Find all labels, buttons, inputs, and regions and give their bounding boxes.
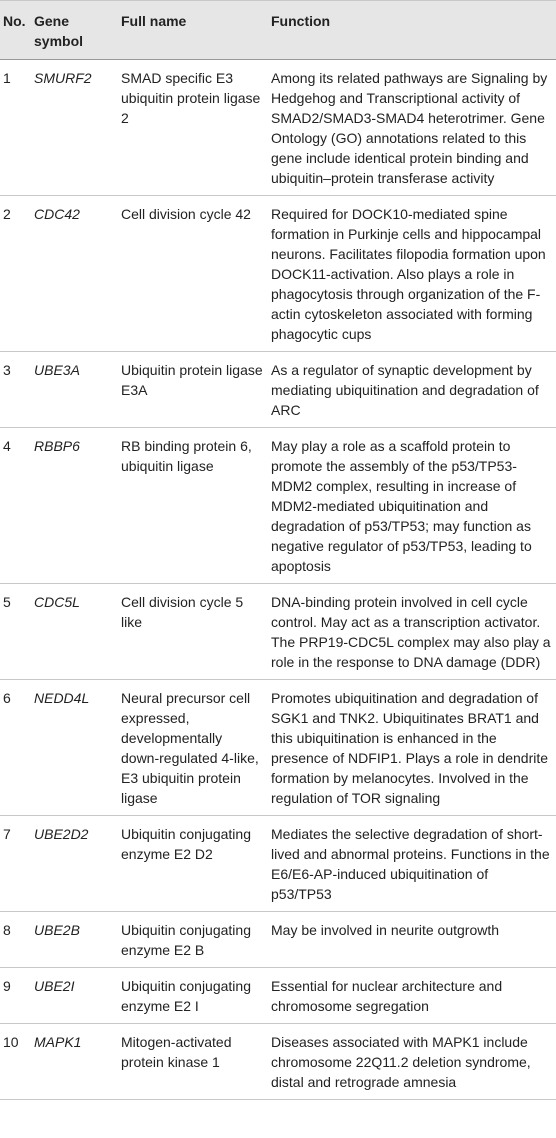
- cell-gene-symbol: UBE3A: [30, 352, 117, 428]
- table-row: [0, 968, 556, 1024]
- table-header: [0, 1, 556, 60]
- header-no: No.: [0, 1, 30, 60]
- cell-gene-symbol: UBE2D2: [30, 816, 117, 912]
- cell-full-name: Cell division cycle 5 like: [117, 584, 267, 680]
- cell-function: May be involved in neurite outgrowth: [267, 912, 556, 968]
- cell-function: Among its related pathways are Signaling by Hedgehog and Transcriptional activity of SMAD2/SMAD3-SMAD4 heterotrimer. Gene Ontology (GO) annotations related to this gene include identical protein binding and ubiquitin–protein transferase activity: [267, 60, 556, 196]
- cell-full-name: RB binding protein 6, ubiquitin ligase: [117, 428, 267, 584]
- cell-full-name: Ubiquitin conjugating enzyme E2 D2: [117, 816, 267, 912]
- header-row: [0, 1, 556, 60]
- header-gene-symbol: Gene symbol: [30, 1, 117, 60]
- cell-no: 1: [0, 60, 30, 196]
- header-full-name: Full name: [117, 1, 267, 60]
- cell-no: 5: [0, 584, 30, 680]
- cell-no: 2: [0, 196, 30, 352]
- cell-full-name: Neural precursor cell expressed, developmentally down-regulated 4-like, E3 ubiquitin protein ligase: [117, 680, 267, 816]
- cell-no: 10: [0, 1024, 30, 1100]
- cell-no: 9: [0, 968, 30, 1024]
- cell-gene-symbol: NEDD4L: [30, 680, 117, 816]
- table-body: [0, 60, 556, 1100]
- cell-full-name: Cell division cycle 42: [117, 196, 267, 352]
- cell-gene-symbol: MAPK1: [30, 1024, 117, 1100]
- cell-gene-symbol: RBBP6: [30, 428, 117, 584]
- cell-function: May play a role as a scaffold protein to promote the assembly of the p53/TP53-MDM2 complex, resulting in increase of MDM2-mediated ubiquitination and degradation of p53/TP53; may function as negative regulator of p53/TP53, leading to apoptosis: [267, 428, 556, 584]
- cell-no: 6: [0, 680, 30, 816]
- cell-no: 8: [0, 912, 30, 968]
- cell-gene-symbol: CDC5L: [30, 584, 117, 680]
- cell-function: DNA-binding protein involved in cell cycle control. May act as a transcription activator. The PRP19-CDC5L complex may also play a role in the response to DNA damage (DDR): [267, 584, 556, 680]
- cell-function: Diseases associated with MAPK1 include chromosome 22Q11.2 deletion syndrome, distal and retrograde amnesia: [267, 1024, 556, 1100]
- cell-no: 7: [0, 816, 30, 912]
- cell-function: Essential for nuclear architecture and chromosome segregation: [267, 968, 556, 1024]
- cell-full-name: Ubiquitin conjugating enzyme E2 B: [117, 912, 267, 968]
- table-row: [0, 196, 556, 352]
- cell-gene-symbol: UBE2I: [30, 968, 117, 1024]
- cell-function: Required for DOCK10-mediated spine formation in Purkinje cells and hippocampal neurons. Facilitates filopodia formation upon DOCK11-activation. Also plays a role in phagocytosis through organization of the F-actin cytoskeleton associated with forming phagocytic cups: [267, 196, 556, 352]
- cell-full-name: Mitogen-activated protein kinase 1: [117, 1024, 267, 1100]
- table-row: [0, 584, 556, 680]
- table-row: [0, 912, 556, 968]
- cell-function: As a regulator of synaptic development by mediating ubiquitination and degradation of ARC: [267, 352, 556, 428]
- table-row: [0, 428, 556, 584]
- cell-function: Mediates the selective degradation of short-lived and abnormal proteins. Functions in the E6/E6-AP-induced ubiquitination of p53/TP53: [267, 816, 556, 912]
- cell-gene-symbol: UBE2B: [30, 912, 117, 968]
- cell-no: 4: [0, 428, 30, 584]
- table-row: [0, 1024, 556, 1100]
- cell-full-name: SMAD specific E3 ubiquitin protein ligase 2: [117, 60, 267, 196]
- cell-function: Promotes ubiquitination and degradation of SGK1 and TNK2. Ubiquitinates BRAT1 and this ubiquitination is enhanced in the presence of NDFIP1. Plays a role in dendrite formation by melanocytes. Involved in the regulation of TOR signaling: [267, 680, 556, 816]
- table-row: [0, 352, 556, 428]
- cell-gene-symbol: CDC42: [30, 196, 117, 352]
- cell-full-name: Ubiquitin protein ligase E3A: [117, 352, 267, 428]
- table-row: [0, 816, 556, 912]
- table-row: [0, 680, 556, 816]
- table-row: [0, 60, 556, 196]
- header-function: Function: [267, 1, 556, 60]
- cell-full-name: Ubiquitin conjugating enzyme E2 I: [117, 968, 267, 1024]
- cell-no: 3: [0, 352, 30, 428]
- cell-gene-symbol: SMURF2: [30, 60, 117, 196]
